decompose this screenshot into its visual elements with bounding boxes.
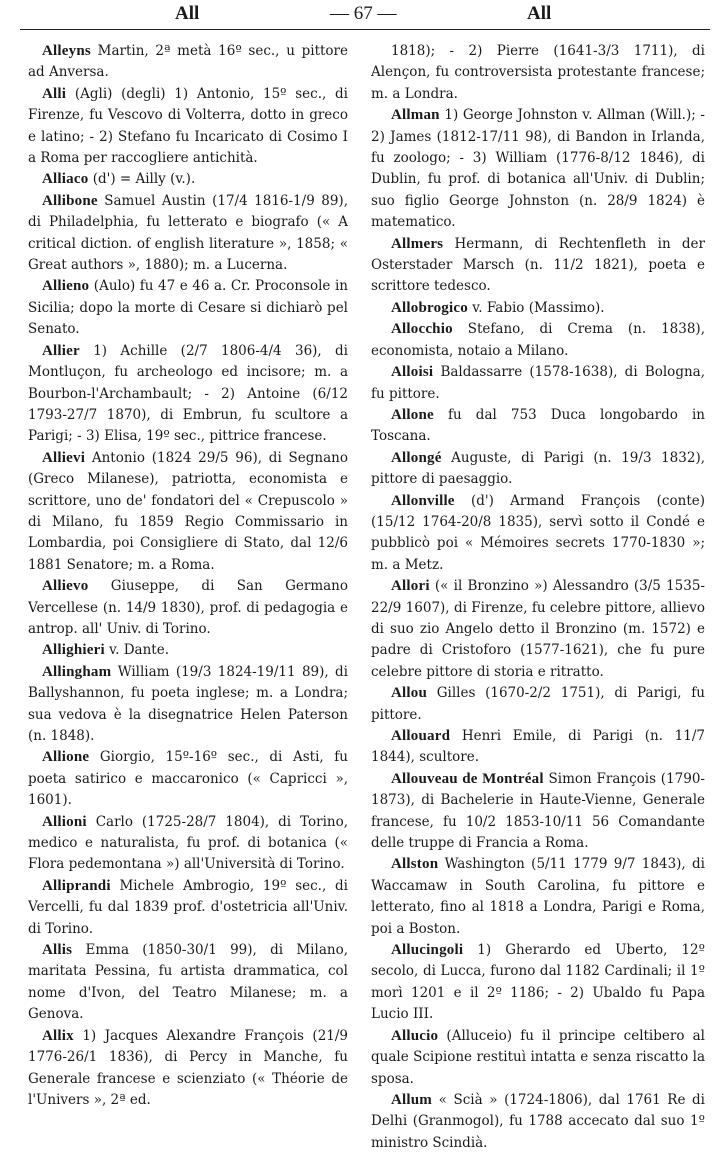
entry-headword: Alliaco: [42, 171, 89, 188]
entry-text: v. Dante.: [109, 642, 170, 659]
page-header: [0, 0, 718, 30]
entry: [371, 448, 705, 491]
entry-text: William (19/3 1824-19/11 89), di Ballyshannon, fu poeta inglese; m. a Londra; sua vedova è la disegnatrice Helen Paterson (n. 1848).: [28, 663, 348, 744]
entry-headword: Allighieri: [42, 642, 105, 659]
entry-headword: Allou: [391, 685, 428, 702]
entry-text: (Alluceio) fu il principe celtibero al quale Scipione restituì intatta e senza riscatto la sposa.: [371, 1027, 705, 1087]
entry-headword: Allioni: [42, 813, 87, 830]
entry-headword: Allievi: [42, 449, 86, 466]
entry-headword: Allis: [42, 942, 73, 959]
entry-headword: Allocchio: [391, 321, 453, 338]
entry-headword: Allibone: [42, 192, 98, 209]
entry: [28, 747, 348, 811]
entry: [371, 405, 705, 448]
entry-text: v. Fabio (Massimo).: [472, 299, 605, 316]
entry-text: Carlo (1725-28/7 1804), di Torino, medico e naturalista, fu prof. di botanica (« Flora pedemontana ») all'Università di Torino.: [28, 813, 348, 873]
entry-headword: Alliprandi: [42, 877, 111, 894]
entry-headword: Allone: [391, 406, 434, 423]
entry-text: Michele Ambrogio, 19º sec., di Vercelli, fu dal 1839 prof. d'ostetricia all'Univ. di Torino.: [28, 877, 348, 937]
entry-text: fu dal 753 Duca longobardo in Toscana.: [371, 406, 705, 445]
entry-headword: Allier: [42, 342, 80, 359]
header-right-guide-word: All: [527, 3, 552, 24]
entry-text: 1818); - 2) Pierre (1641-3/3 1711), di Alençon, fu controversista protestante francese; m. a Londra.: [371, 43, 705, 102]
entry: [371, 105, 705, 233]
entry-text: (d') Armand François (conte) (15/12 1764-20/8 1835), servì sotto il Condé e pubblicò poi « Mémoires secrets 1770-1830 »; m. a Metz.: [371, 492, 705, 573]
entry-text: Stefano, di Crema (n. 1838), economista, notaio a Milano.: [371, 321, 705, 359]
entry-text: Antonio (1824 29/5 96), di Segnano (Greco Milanese), patriotta, economista e scrittore, uno de' fondatori del « Crepuscolo » di Milano, fu 1859 Regio Commissario in Lombardia, poi Consigliere di Stato, dal 12/6 1881 Senatore; m. a Roma.: [28, 449, 348, 573]
entry: [28, 448, 348, 576]
entry: [371, 769, 705, 855]
entry: [28, 341, 348, 448]
entry: [28, 169, 348, 190]
entry-headword: Allori: [391, 578, 430, 595]
right-column: [371, 41, 705, 1154]
entry-headword: Alleyns: [42, 43, 91, 59]
entry-headword: Allman: [391, 107, 440, 124]
entry-text: (« il Bronzino ») Alessandro (3/5 1535-22/9 1607), di Firenze, fu celebre pittore, allievo di suo zio Angelo detto il Bronzino (m. 1572) e padre di Cristoforo (1577-1621), che fu pure celebre pittore di storia e ritratto.: [371, 578, 705, 680]
entry-headword: Allonville: [391, 492, 455, 509]
header-rule: [20, 29, 710, 30]
entry-headword: Allouard: [391, 728, 451, 744]
entry: [28, 84, 348, 170]
entry-headword: Alli: [42, 85, 67, 102]
entry-text: (Aulo) fu 47 e 46 a. Cr. Proconsole in Sicilia; dopo la morte di Cesare si dichiarò pel Senato.: [28, 278, 348, 338]
entry-headword: Allston: [391, 856, 439, 873]
entry: [371, 576, 705, 683]
entry-headword: Allobrogico: [391, 299, 468, 316]
entry: [371, 726, 705, 769]
entry-text: 1) George Johnston v. Allman (Will.); - 2) James (1812-17/11 98), di Bandon in Irlanda, fu zoologo; - 3) William (1776-8/12 1846), di Dublin, fu prof. di botanica all'Univ. di Dublin; suo figlio George Johnston (n. 28/9 1824) è matematico.: [371, 107, 705, 231]
header-left-guide-word: All: [175, 3, 200, 24]
entry-text: Washington (5/11 1779 9/7 1843), di Waccamaw in South Carolina, fu pittore e letterato, fino al 1818 a Londra, Parigi e Roma, poi a Boston.: [371, 856, 705, 937]
entry-text: (Agli) (degli) 1) Antonio, 15º sec., di Firenze, fu Vescovo di Volterra, dotto in greco e latino; - 2) Stefano fu Incaricato di Cosimo I a Roma per raccogliere antichità.: [28, 85, 348, 167]
entry-text: (d') = Ailly (v.).: [92, 171, 196, 188]
entry: [28, 576, 348, 640]
entry-headword: Allione: [42, 749, 90, 766]
entry-text: Hermann, di Rechtenfleth in der Osterstader Marsch (n. 11/2 1821), poeta e scrittore tedesco.: [371, 235, 705, 295]
entry: [371, 234, 705, 298]
entry-headword: Allix: [42, 1027, 74, 1044]
entry-text: Samuel Austin (17/4 1816-1/9 89), di Philadelphia, fu letterato e biografo (« A critical diction. of english literature », 1858; « Great authors », 1880); m. a Lucerna.: [28, 192, 348, 274]
entry-text: Baldassarre (1578-1638), di Bologna, fu pittore.: [371, 364, 705, 402]
entry-text: Auguste, di Parigi (n. 19/3 1832), pittore di paesaggio.: [371, 449, 705, 488]
entry-text: Giorgio, 15º-16º sec., di Asti, fu poeta satirico e maccaronico (« Capricci », 1601).: [28, 749, 348, 809]
entry-text: Gilles (1670-2/2 1751), di Parigi, fu pittore.: [371, 685, 705, 723]
entry: [28, 876, 348, 940]
entry: [371, 319, 705, 362]
entry: [28, 1026, 348, 1112]
entry: [371, 940, 705, 1026]
entry: [371, 1026, 705, 1090]
entry: [28, 940, 348, 1026]
entry: [28, 662, 348, 748]
entry-continuation: [371, 41, 705, 105]
entry: [28, 276, 348, 340]
left-column: [28, 41, 348, 1111]
entry: [28, 191, 348, 277]
page-number: — 67 —: [330, 3, 397, 24]
entry-headword: Allucingoli: [391, 942, 464, 959]
entry-headword: Allum: [391, 1091, 433, 1108]
entry: [28, 812, 348, 876]
entry: [371, 683, 705, 726]
entry: [28, 41, 348, 84]
entry-headword: Allouveau de Montréal: [391, 770, 544, 787]
entry-headword: Alloisi: [391, 364, 434, 381]
entry: [28, 640, 348, 661]
entry: [371, 298, 705, 319]
entry-headword: Allucio: [391, 1027, 439, 1044]
entry-text: 1) Gherardo ed Uberto, 12º secolo, di Lucca, furono dal 1182 Cardinali; il 1º morì 1201 e il 2º 1186; - 2) Ubaldo fu Papa Lucio III.: [371, 942, 705, 1023]
entry: [371, 362, 705, 405]
entry-text: Henri Emile, di Parigi (n. 11/7 1844), scultore.: [371, 728, 705, 766]
entry-text: Giuseppe, di San Germano Vercellese (n. 14/9 1830), prof. di pedagogia e antrop. all' Univ. di Torino.: [28, 578, 348, 637]
entry-text: 1) Jacques Alexandre François (21/9 1776-26/1 1836), di Percy in Manche, fu Generale francese e scienziato (« Théorie de l'Univers », 2ª ed.: [28, 1027, 348, 1108]
entry-headword: Allongé: [391, 449, 442, 466]
entry-text: Emma (1850-30/1 99), di Milano, maritata Pessina, fu artista drammatica, col nome d'Ivon, del Teatro Milanese; m. a Genova.: [28, 942, 348, 1023]
entry-text: Martin, 2ª metà 16º sec., u pittore ad Anversa.: [28, 43, 348, 81]
entry-headword: Allievo: [42, 578, 89, 595]
entry: [371, 491, 705, 577]
entry-headword: Allieno: [42, 278, 90, 295]
entry-headword: Allmers: [391, 235, 444, 252]
entry: [371, 854, 705, 940]
entry-text: Simon François (1790-1873), di Bachelerie in Haute-Vienne, Generale francese, fu 10/2 1853-10/11 56 Comandante delle truppe di Francia a Roma.: [371, 770, 705, 852]
entry-text: 1) Achille (2/7 1806-4/4 36), di Montluçon, fu archeologo ed incisore; m. a Bourbon-l'Archambault; - 2) Antoine (6/12 1793-27/7 1870), di Embrun, fu scultore a Parigi; - 3) Elisa, 19º sec., pittrice francese.: [28, 342, 348, 445]
entry: [371, 1090, 705, 1154]
entry-headword: Allingham: [42, 663, 112, 680]
entry-text: « Scià » (1724-1806), dal 1761 Re di Delhi (Granmogol), fu 1788 accecato dal suo 1º ministro Scindià.: [371, 1091, 705, 1151]
